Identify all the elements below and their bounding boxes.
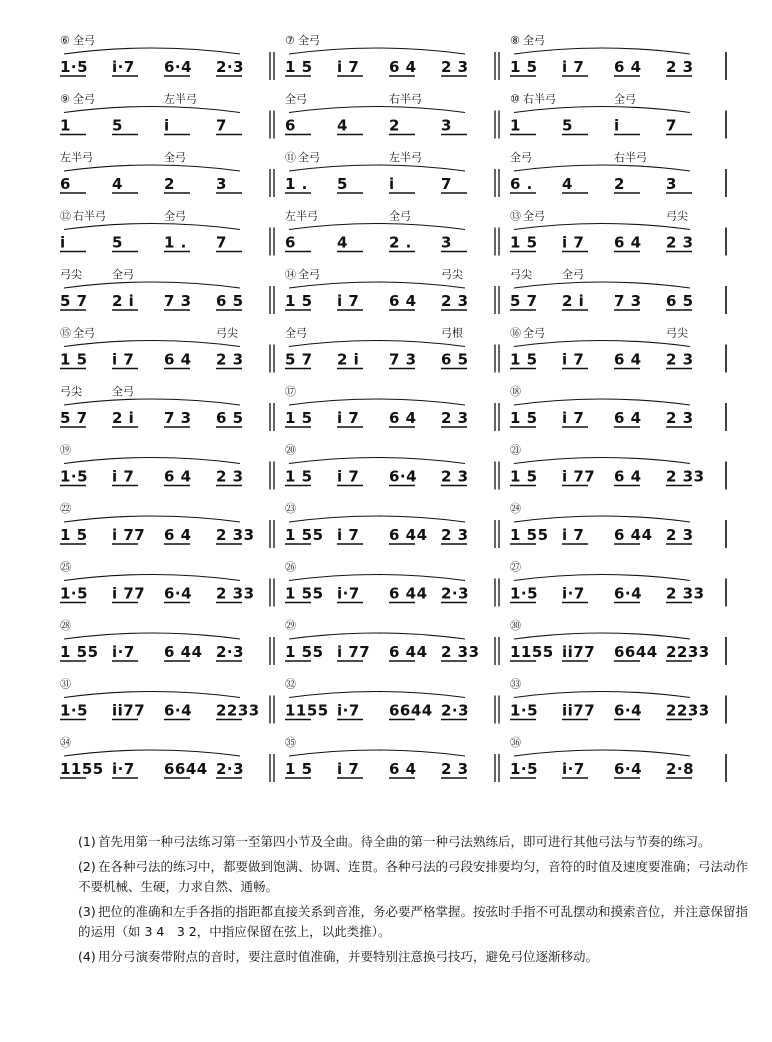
measure-number: ⑳ bbox=[285, 443, 296, 457]
note-group: 1 55 bbox=[285, 584, 324, 603]
slur-arc bbox=[289, 692, 465, 698]
note-group: 1·5 bbox=[60, 701, 89, 720]
note-group: ii77 bbox=[112, 701, 146, 720]
measure-number: ㉑ bbox=[510, 443, 521, 457]
note-group: 1 5 bbox=[285, 409, 313, 427]
note-group: 6 5 bbox=[216, 292, 244, 310]
slur-arc bbox=[64, 48, 240, 54]
note-group: 7 bbox=[216, 116, 227, 135]
measure-number: ⑬ bbox=[510, 209, 521, 223]
note-group: 2 3 bbox=[666, 350, 694, 369]
note-group: 2·3 bbox=[216, 58, 245, 76]
note-group: 2·3 bbox=[441, 584, 470, 603]
note-group: 1 5 bbox=[285, 467, 313, 486]
note-group: 6 4 bbox=[389, 58, 417, 76]
note-group: 6·4 bbox=[389, 467, 418, 486]
bowing-label: 右半弓 bbox=[614, 151, 647, 164]
note-group: i 7 bbox=[337, 58, 360, 76]
bowing-label: 全弓 bbox=[562, 268, 584, 281]
note-group: 5 7 bbox=[60, 409, 88, 427]
note-group: 6·4 bbox=[164, 584, 193, 603]
note-group: 4 bbox=[112, 175, 123, 193]
note-group: i 77 bbox=[112, 584, 146, 603]
bowing-label: 全弓 bbox=[164, 151, 186, 164]
note-group: i·7 bbox=[112, 643, 135, 661]
note-item-4 bbox=[78, 947, 748, 967]
note-text: 把位的准确和左手各指的指距都直接关系到音准，务必要严格掌握。按弦时手指不可乱摆动和摸索音位，并注意保留指的运用（如 3 4 3 2，中指应保留在弦上，以此类推）。 bbox=[78, 904, 749, 939]
note-group: 2 . bbox=[389, 233, 412, 252]
note-group: 1155 bbox=[60, 760, 104, 778]
note-group: 6644 bbox=[389, 701, 433, 720]
bowing-label: 全弓 bbox=[510, 151, 532, 164]
note-group: 1 5 bbox=[510, 233, 538, 252]
slur-arc bbox=[514, 107, 690, 113]
note-group: 1 bbox=[510, 116, 521, 135]
measure-number: ⑫ bbox=[60, 209, 71, 223]
note-group: 2 33 bbox=[441, 643, 480, 661]
note-group: 2 3 bbox=[441, 467, 469, 486]
measure-number: ⑩ bbox=[510, 92, 520, 106]
note-group: i 7 bbox=[337, 467, 360, 486]
note-group: 2 33 bbox=[666, 467, 705, 486]
note-group: 2 3 bbox=[666, 233, 694, 252]
bowing-label: 全弓 bbox=[285, 326, 307, 340]
slur-arc bbox=[64, 224, 240, 230]
note-group: i 7 bbox=[337, 526, 360, 544]
note-group: 6 44 bbox=[164, 643, 203, 661]
note-group: 2·3 bbox=[216, 760, 245, 778]
slur-arc bbox=[64, 341, 240, 347]
slur-arc bbox=[64, 107, 240, 113]
note-group: 1 55 bbox=[285, 526, 324, 544]
note-group: 2 bbox=[164, 175, 175, 193]
note-group: 6·4 bbox=[614, 584, 643, 603]
note-group: 1 bbox=[60, 116, 71, 135]
note-group: 1 5 bbox=[510, 467, 538, 486]
note-group: 7 3 bbox=[614, 292, 642, 310]
slur-arc bbox=[64, 516, 240, 522]
slur-arc bbox=[64, 633, 240, 639]
note-group: 4 bbox=[337, 116, 348, 135]
note-group: 2 33 bbox=[216, 526, 255, 544]
bowing-label: 全弓 bbox=[73, 92, 95, 106]
bowing-label: 全弓 bbox=[285, 92, 307, 106]
note-group: 6 5 bbox=[666, 292, 694, 310]
measure-number: ㉚ bbox=[510, 619, 521, 632]
note-group: 1·5 bbox=[60, 58, 89, 76]
note-group: 5 bbox=[112, 116, 123, 135]
measure-number: ㉖ bbox=[285, 560, 296, 574]
note-group: i·7 bbox=[337, 584, 360, 603]
note-group: 5 bbox=[337, 175, 348, 193]
note-group: 1 5 bbox=[510, 409, 538, 427]
note-group: ii77 bbox=[562, 643, 596, 661]
bowing-label: 全弓 bbox=[112, 268, 134, 281]
note-group: i 7 bbox=[562, 58, 585, 76]
bowing-label: 右半弓 bbox=[389, 92, 422, 106]
note-group: i 7 bbox=[562, 526, 585, 544]
note-group: 1 . bbox=[285, 175, 308, 193]
note-group: 1·5 bbox=[60, 467, 89, 486]
note-group: 1 5 bbox=[60, 526, 88, 544]
slur-arc bbox=[289, 341, 465, 347]
note-text: 首先用第一种弓法练习第一至第四小节及全曲。待全曲的第一种弓法熟练后，即可进行其他弓法与节奏的练习。 bbox=[98, 834, 711, 849]
slur-arc bbox=[289, 750, 465, 756]
bowing-label: 左半弓 bbox=[164, 92, 197, 106]
note-group: 6 44 bbox=[389, 643, 428, 661]
note-group: 6 bbox=[60, 175, 71, 193]
slur-arc bbox=[289, 575, 465, 581]
note-group: 2 bbox=[614, 175, 625, 193]
note-group: 6 bbox=[285, 116, 296, 135]
bowing-label: 右半弓 bbox=[523, 92, 556, 106]
bowing-label: 左半弓 bbox=[60, 151, 93, 164]
slur-arc bbox=[514, 633, 690, 639]
note-group: 2 3 bbox=[666, 526, 694, 544]
note-group: i·7 bbox=[337, 701, 360, 720]
slur-arc bbox=[289, 107, 465, 113]
note-group: 2 i bbox=[562, 292, 585, 310]
note-number: (3) bbox=[78, 904, 96, 919]
measure-number: ⑪ bbox=[285, 151, 296, 164]
note-group: 6 44 bbox=[614, 526, 653, 544]
bowing-label: 全弓 bbox=[614, 92, 636, 106]
note-group: 7 3 bbox=[164, 409, 192, 427]
note-group: 1·5 bbox=[510, 701, 539, 720]
note-number: (4) bbox=[78, 949, 96, 964]
slur-arc bbox=[64, 165, 240, 171]
note-group: 6 4 bbox=[614, 350, 642, 369]
note-group: 2 33 bbox=[216, 584, 255, 603]
note-group: 6·4 bbox=[614, 760, 643, 778]
slur-arc bbox=[289, 633, 465, 639]
bowing-label: 弓根 bbox=[441, 326, 463, 340]
slur-arc bbox=[289, 399, 465, 405]
slur-arc bbox=[514, 575, 690, 581]
bowing-label: 弓尖 bbox=[60, 268, 82, 281]
note-group: i 7 bbox=[562, 409, 585, 427]
measure-number: ㉘ bbox=[60, 619, 71, 632]
bowing-label: 弓尖 bbox=[60, 385, 82, 398]
note-text: 在各种弓法的练习中，都要做到饱满、协调、连贯。各种弓法的弓段安排要均匀，音符的时值及速度要准确；弓法动作不要机械、生硬，力求自然、通畅。 bbox=[78, 859, 749, 894]
note-group: 4 bbox=[562, 175, 573, 193]
note-group: 2 33 bbox=[666, 584, 705, 603]
note-group: 1 55 bbox=[60, 643, 99, 661]
measure-number: ⑥ bbox=[60, 34, 70, 47]
bowing-label: 全弓 bbox=[298, 34, 320, 47]
bowing-label: 全弓 bbox=[389, 209, 411, 223]
slur-arc bbox=[289, 516, 465, 522]
note-group: 3 bbox=[441, 233, 452, 252]
note-group: 6644 bbox=[164, 760, 208, 778]
note-group: 6 4 bbox=[389, 292, 417, 310]
note-group: i bbox=[614, 116, 620, 135]
note-group: 6 5 bbox=[441, 350, 469, 369]
slur-arc bbox=[64, 575, 240, 581]
measure-number: ㉕ bbox=[60, 560, 71, 574]
note-group: 6 4 bbox=[614, 467, 642, 486]
note-group: 6·4 bbox=[164, 701, 193, 720]
note-group: 6 . bbox=[510, 175, 533, 193]
note-group: 6 4 bbox=[164, 467, 192, 486]
note-text: 用分弓演奏带附点的音时，要注意时值准确，并要特别注意换弓技巧，避免弓位逐渐移动。 bbox=[98, 949, 599, 964]
note-group: 1 5 bbox=[285, 292, 313, 310]
note-group: 6644 bbox=[614, 643, 658, 661]
slur-arc bbox=[64, 282, 240, 288]
note-group: 2 3 bbox=[441, 526, 469, 544]
note-group: 6 4 bbox=[164, 526, 192, 544]
bowing-label: 全弓 bbox=[523, 326, 545, 340]
measure-number: ㉓ bbox=[285, 502, 296, 515]
slur-arc bbox=[64, 399, 240, 405]
note-group: i 77 bbox=[112, 526, 146, 544]
note-group: 6 4 bbox=[614, 409, 642, 427]
note-group: 6 4 bbox=[614, 58, 642, 76]
note-group: 2 3 bbox=[441, 292, 469, 310]
note-group: i 7 bbox=[337, 760, 360, 778]
note-group: 6 bbox=[285, 233, 296, 252]
measure-number: ㉜ bbox=[285, 677, 296, 691]
bowing-label: 全弓 bbox=[112, 385, 134, 398]
note-group: 4 bbox=[337, 233, 348, 252]
measure-number: ㉞ bbox=[60, 736, 71, 749]
note-group: i 7 bbox=[112, 467, 135, 486]
bowing-label: 全弓 bbox=[73, 34, 95, 47]
slur-arc bbox=[514, 341, 690, 347]
bowing-label: 全弓 bbox=[73, 326, 95, 340]
note-group: 1 5 bbox=[510, 350, 538, 369]
note-group: 7 bbox=[441, 175, 452, 193]
slur-arc bbox=[514, 692, 690, 698]
bowing-label: 全弓 bbox=[298, 268, 320, 281]
note-group: 2 3 bbox=[441, 760, 469, 778]
note-group: 1 . bbox=[164, 233, 187, 252]
note-group: 3 bbox=[441, 116, 452, 135]
note-group: 2 i bbox=[337, 350, 360, 369]
note-group: 6·4 bbox=[614, 701, 643, 720]
note-group: 1155 bbox=[285, 701, 329, 720]
note-group: 1 5 bbox=[285, 58, 313, 76]
note-group: 6 4 bbox=[164, 350, 192, 369]
note-group: i bbox=[60, 233, 66, 252]
note-group: 6 44 bbox=[389, 526, 428, 544]
note-group: 6 5 bbox=[216, 409, 244, 427]
note-group: 7 3 bbox=[164, 292, 192, 310]
bowing-label: 弓尖 bbox=[216, 326, 238, 340]
bowing-label: 全弓 bbox=[298, 151, 320, 164]
measure-number: ⑱ bbox=[510, 385, 521, 398]
note-group: i bbox=[164, 116, 170, 135]
note-group: 5 bbox=[112, 233, 123, 252]
measure-number: ㉛ bbox=[60, 677, 71, 691]
slur-arc bbox=[289, 458, 465, 464]
measure-number: ㉔ bbox=[510, 502, 521, 515]
note-group: 2233 bbox=[216, 701, 260, 720]
measure-number: ㉒ bbox=[60, 502, 71, 515]
slur-arc bbox=[289, 165, 465, 171]
measure-number: ㊱ bbox=[510, 736, 521, 749]
measure-number: ㉗ bbox=[510, 560, 521, 574]
slur-arc bbox=[514, 165, 690, 171]
note-group: 1155 bbox=[510, 643, 554, 661]
bowing-label: 弓尖 bbox=[666, 326, 688, 340]
note-group: i·7 bbox=[562, 584, 585, 603]
note-group: 6 4 bbox=[389, 760, 417, 778]
note-group: 2 i bbox=[112, 409, 135, 427]
bowing-label: 左半弓 bbox=[389, 151, 422, 164]
bowing-label: 全弓 bbox=[164, 209, 186, 223]
measure-number: ⑭ bbox=[285, 268, 296, 281]
slur-arc bbox=[514, 224, 690, 230]
slur-arc bbox=[289, 48, 465, 54]
note-group: 5 7 bbox=[60, 292, 88, 310]
note-group: 7 bbox=[216, 233, 227, 252]
slur-arc bbox=[64, 458, 240, 464]
note-group: 3 bbox=[666, 175, 677, 193]
note-group: 2233 bbox=[666, 701, 710, 720]
measure-number: ⑨ bbox=[60, 92, 70, 106]
note-number: (2) bbox=[78, 859, 96, 874]
note-group: i·7 bbox=[112, 58, 135, 76]
note-group: 2 3 bbox=[441, 58, 469, 76]
note-group: 3 bbox=[216, 175, 227, 193]
note-group: 7 3 bbox=[389, 350, 417, 369]
note-group: ii77 bbox=[562, 701, 596, 720]
measure-number: ⑦ bbox=[285, 34, 295, 47]
note-group: 1·5 bbox=[60, 584, 89, 603]
measure-number: ㉟ bbox=[285, 736, 296, 749]
note-group: 2 bbox=[389, 116, 400, 135]
slur-arc bbox=[64, 692, 240, 698]
note-group: i 7 bbox=[112, 350, 135, 369]
note-group: 1 55 bbox=[285, 643, 324, 661]
bowing-label: 左半弓 bbox=[285, 209, 318, 223]
slur-arc bbox=[514, 750, 690, 756]
slur-arc bbox=[64, 750, 240, 756]
note-group: i 7 bbox=[562, 350, 585, 369]
measure-number: ⑯ bbox=[510, 326, 521, 340]
measure-number: ⑧ bbox=[510, 34, 520, 47]
note-group: 2233 bbox=[666, 643, 710, 661]
note-group: 6 4 bbox=[389, 409, 417, 427]
note-group: 7 bbox=[666, 116, 677, 135]
note-group: i·7 bbox=[562, 760, 585, 778]
note-group: 2 3 bbox=[666, 58, 694, 76]
note-group: i·7 bbox=[112, 760, 135, 778]
note-group: 1 5 bbox=[510, 58, 538, 76]
bowing-label: 弓尖 bbox=[441, 268, 463, 281]
note-group: 1·5 bbox=[510, 584, 539, 603]
note-item-3 bbox=[78, 902, 748, 942]
note-group: i 7 bbox=[337, 409, 360, 427]
measure-number: ㉝ bbox=[510, 677, 521, 691]
note-group: 6 4 bbox=[614, 233, 642, 252]
note-group: 2 3 bbox=[666, 409, 694, 427]
note-group: 2·8 bbox=[666, 760, 695, 778]
practice-notes bbox=[78, 832, 748, 972]
slur-arc bbox=[514, 399, 690, 405]
slur-arc bbox=[514, 516, 690, 522]
note-group: i 77 bbox=[337, 643, 371, 661]
note-group: 2·3 bbox=[441, 701, 470, 720]
note-group: i bbox=[389, 175, 395, 193]
note-group: i 77 bbox=[562, 467, 596, 486]
slur-arc bbox=[514, 48, 690, 54]
note-group: i 7 bbox=[337, 292, 360, 310]
bowing-label: 弓尖 bbox=[666, 209, 688, 223]
note-group: i 7 bbox=[562, 233, 585, 252]
slur-arc bbox=[514, 282, 690, 288]
note-group: 5 7 bbox=[285, 350, 313, 369]
note-group: 2 3 bbox=[216, 350, 244, 369]
note-group: 6 44 bbox=[389, 584, 428, 603]
note-group: 1 5 bbox=[60, 350, 88, 369]
note-group: 2 3 bbox=[441, 409, 469, 427]
slur-arc bbox=[289, 224, 465, 230]
measure-number: ⑲ bbox=[60, 443, 71, 457]
note-item-1 bbox=[78, 832, 748, 852]
note-group: 6·4 bbox=[164, 58, 193, 76]
slur-arc bbox=[514, 458, 690, 464]
bowing-label: 右半弓 bbox=[73, 209, 106, 223]
note-group: 5 bbox=[562, 116, 573, 135]
measure-number: ⑰ bbox=[285, 385, 296, 398]
measure-number: ⑮ bbox=[60, 326, 71, 340]
bowing-label: 全弓 bbox=[523, 34, 545, 47]
bowing-label: 全弓 bbox=[523, 209, 545, 223]
note-group: 2 i bbox=[112, 292, 135, 310]
note-group: 1 55 bbox=[510, 526, 549, 544]
note-group: 1 5 bbox=[285, 760, 313, 778]
note-group: 5 7 bbox=[510, 292, 538, 310]
slur-arc bbox=[289, 282, 465, 288]
bowing-label: 弓尖 bbox=[510, 268, 532, 281]
note-group: 1·5 bbox=[510, 760, 539, 778]
note-number: (1) bbox=[78, 834, 96, 849]
note-item-2 bbox=[78, 857, 748, 897]
note-group: 2·3 bbox=[216, 643, 245, 661]
note-group: 2 3 bbox=[216, 467, 244, 486]
measure-number: ㉙ bbox=[285, 619, 296, 632]
